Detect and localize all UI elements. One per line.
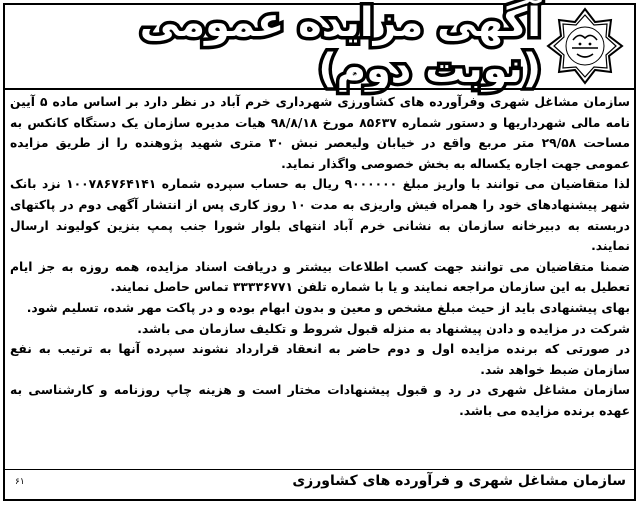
municipality-seal-icon (542, 7, 628, 85)
notice-footer (5, 469, 636, 501)
paragraph-rights: سازمان مشاغل شهری در رد و قبول پیشنهادات مختار است و هزینه چاپ روزنامه و کارشناسی به عهده برنده مزایده می باشد. (10, 383, 630, 418)
notice-body (10, 92, 630, 422)
paragraph-deposit: لذا متقاضیان می توانند با واریز مبلغ ۹۰۰۰۰۰۰ ریال به حساب سپرده شماره ۱۰۰۷۸۶۷۶۴۱۴۱ نزد بانک شهر پیشنهادهای خود را همراه فیش واریزی به مدت ۱۰ روز کاری پس از انتشار آگهی دوم در پاکتهای دربسته به دبیرخانه سازمان به نشانی خرم آباد انتهای بلوار شورا جنب پمپ بنزین کولیوند ارسال نمایند. (10, 177, 630, 254)
footer-code: ۶۱ (15, 477, 25, 487)
footer-divider (5, 469, 636, 470)
title-banner (11, 0, 541, 92)
paragraph-contact: ضمنا متقاضیان می توانند جهت کسب اطلاعات بیشتر و دریافت اسناد مزایده، همه روزه به جز ایام تعطیل به این سازمان مراجعه نمایند و یا با شماره تلفن ۳۳۳۳۶۷۷۱ تماس حاصل نمایند. (10, 259, 630, 295)
notice-header (5, 0, 634, 92)
footer-organization: سازمان مشاغل شهری و فرآورده های کشاورزی (292, 473, 626, 489)
paragraph-bid-price: بهای پیشنهادی باید از حیث مبلغ مشخص و معین و بدون ابهام بوده و در پاکت مهر شده، تسلیم شود. (26, 300, 630, 315)
paragraph-participation: شرکت در مزایده و دادن پیشنهاد به منزله قبول شروط و تکلیف سازمان می باشد. (137, 321, 630, 336)
paragraph-forfeit: در صورتی که برنده مزایده اول و دوم حاضر به انعقاد قرارداد نشوند سپرده آنها به ترتیب به نفع سازمان ضبط خواهد شد. (10, 342, 630, 377)
notice-title: آگهی مزایده عمومی (نوبت دوم) (139, 0, 541, 92)
header-divider (5, 88, 636, 90)
paragraph-intro: سازمان مشاغل شهری وفرآورده های کشاورزی شهرداری خرم آباد در نظر دارد بر اساس ماده ۵ آیین نامه مالی شهرداریها و دستور شماره ۸۵۶۳۷ مورخ ۹۸/۸/۱۸ هیات مدیره سازمان یک دستگاه کانکس به مساحت ۲۹/۵۸ متر مربع واقع در خیابان ولیعصر نبش ۳۰ متری شهید پژوهنده را از طریق مزایده عمومی جهت اجاره یکساله به بخش خصوصی واگذار نماید. (10, 95, 631, 171)
